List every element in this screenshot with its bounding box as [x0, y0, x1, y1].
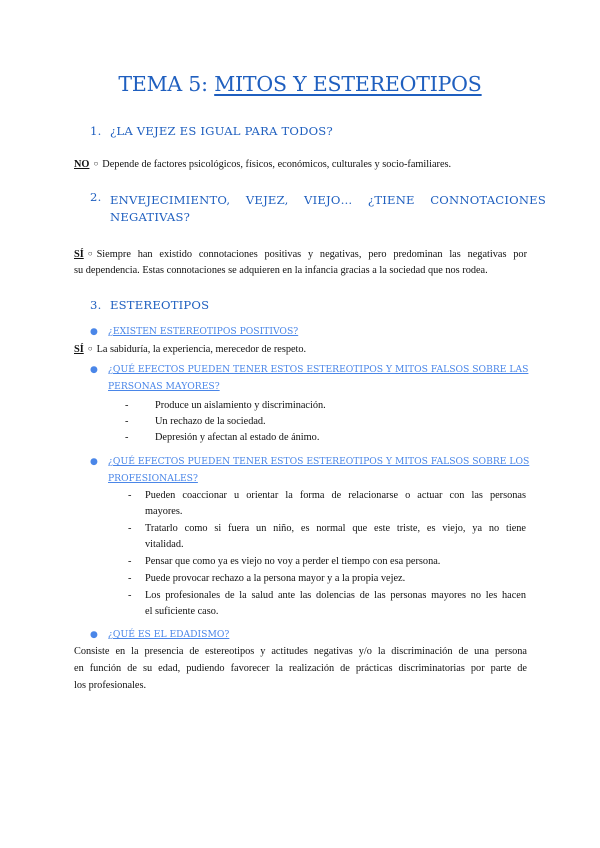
list-item [125, 398, 326, 414]
page-title [0, 72, 600, 96]
list-item-text: Pensar que como ya es viejo no voy a perder el tiempo con esa persona. [145, 556, 441, 567]
list-item [125, 430, 320, 446]
section-1-title: ¿LA VEJEZ ES IGUAL PARA TODOS? [110, 124, 333, 138]
question-text: ¿QUÉ ES EL EDADISMO? [108, 629, 230, 640]
circle-bullet-icon: ○ [87, 344, 93, 353]
question-effects-professionals-line1: ¿QUÉ EFECTOS PUEDEN TENER ESTOS ESTEREOTIPOS Y MITOS FALSOS SOBRE LOS [108, 456, 530, 467]
list-item-continuation: mayores. [145, 506, 183, 517]
list-item-text: Puede provocar rechazo a la persona mayor y a la propia vejez. [145, 573, 406, 584]
list-item [128, 571, 406, 587]
ageism-definition-line2: en función de su edad, pudiendo favorecer la realización de prácticas discriminatorias por parte de [74, 663, 527, 674]
section-2-number: 2. [90, 190, 102, 204]
bullet-dot-icon: ● [90, 365, 98, 375]
dash-bullet: - [128, 490, 132, 501]
positive-lead: SÍ [74, 344, 84, 355]
list-item-text: Pueden coaccionar u orientar la forma de relacionarse o actuar con las personas [145, 490, 526, 501]
section-1-number: 1. [90, 124, 102, 138]
section-1-answer [74, 156, 451, 174]
list-item [125, 414, 266, 430]
positive-answer [74, 341, 306, 359]
dash-bullet: - [125, 416, 129, 427]
list-item [128, 588, 526, 604]
dash-bullet: - [128, 590, 132, 601]
list-item [128, 521, 526, 537]
section-2-answer-line2: su dependencia. Estas connotaciones se adquieren en la infancia gracias a la sociedad que nos rodea. [74, 265, 488, 276]
question-effects-professionals-line2: PROFESIONALES? [108, 473, 198, 484]
section-3-heading [90, 298, 209, 312]
bullet-dot-icon: ● [90, 630, 98, 640]
section-2-heading-line2: NEGATIVAS? [110, 210, 191, 224]
circle-bullet-icon: ○ [87, 249, 93, 258]
dash-bullet: - [128, 573, 132, 584]
question-effects-elderly-line2: PERSONAS MAYORES? [108, 381, 220, 392]
section-2-text-1: Siempre han existido connotaciones positivas y negativas, pero predominan las negativas por [96, 249, 527, 260]
question-text: ¿EXISTEN ESTEREOTIPOS POSITIVOS? [108, 326, 299, 337]
list-item-continuation: el suficiente caso. [145, 606, 219, 617]
list-item-text: Los profesionales de la salud ante las dolencias de las personas mayores no les hacen [145, 590, 526, 601]
section-1-heading [90, 124, 333, 138]
list-item-continuation: vitalidad. [145, 539, 184, 550]
section-2-answer-line1 [74, 246, 527, 264]
bullet-dot-icon: ● [90, 457, 98, 467]
list-item-text: Depresión y afectan al estado de ánimo. [155, 432, 320, 443]
positive-text: La sabiduría, la experiencia, merecedor de respeto. [96, 344, 307, 355]
dash-bullet: - [125, 400, 129, 411]
section-1-text: Depende de factores psicológicos, físicos, económicos, culturales y socio-familiares. [102, 159, 452, 170]
question-effects-elderly-line1: ¿QUÉ EFECTOS PUEDEN TENER ESTOS ESTEREOTIPOS Y MITOS FALSOS SOBRE LAS [108, 364, 529, 375]
section-3-title: ESTEREOTIPOS [110, 298, 210, 312]
list-item-text: Produce un aislamiento y discriminación. [155, 400, 326, 411]
dash-bullet: - [125, 432, 129, 443]
section-1-lead: NO [74, 159, 90, 170]
ageism-definition-line3: los profesionales. [74, 680, 147, 691]
dash-bullet: - [128, 556, 132, 567]
section-2-lead: SÍ [74, 249, 84, 260]
circle-bullet-icon: ○ [93, 159, 99, 168]
title-prefix: TEMA 5: [118, 72, 215, 96]
list-item-text: Tratarlo como si fuera un niño, es normal que este triste, es viejo, ya no tiene [145, 523, 526, 534]
bullet-dot-icon: ● [90, 327, 98, 337]
list-item [128, 554, 441, 570]
title-underlined: MITOS Y ESTEREOTIPOS [214, 72, 482, 96]
dash-bullet: - [128, 523, 132, 534]
section-2-heading-line1: ENVEJECIMIENTO, VEJEZ, VIEJO… ¿TIENE CONNOTACIONES [110, 193, 546, 207]
list-item [128, 488, 526, 504]
section-3-number: 3. [90, 298, 102, 312]
ageism-definition-line1: Consiste en la presencia de estereotipos y actitudes negativas y/o la discriminación de una persona [74, 646, 527, 657]
list-item-text: Un rechazo de la sociedad. [155, 416, 266, 427]
